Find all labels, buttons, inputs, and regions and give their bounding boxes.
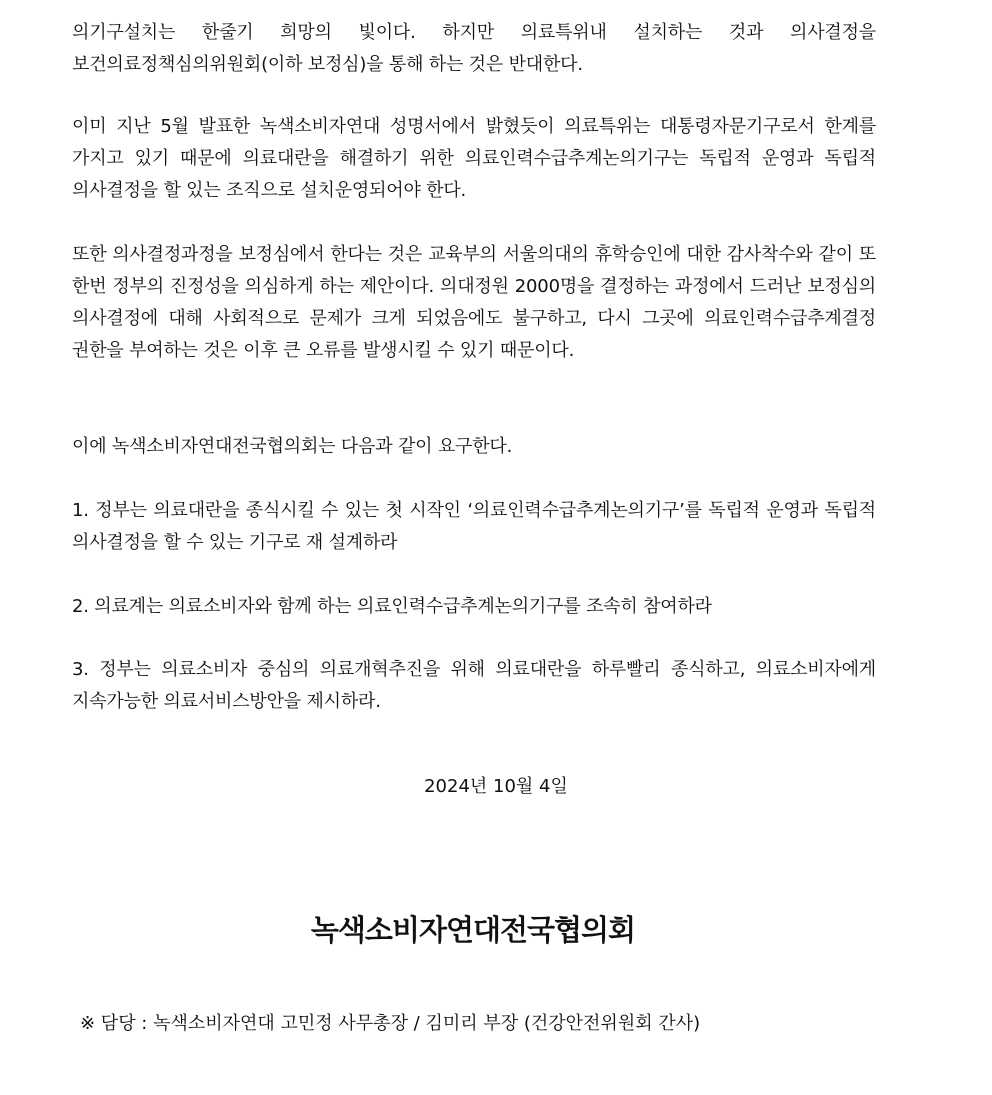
demand-item-3: 3. 정부는 의료소비자 중심의 의료개혁추진을 위해 의료대란을 하루빨리 종식하고, 의료소비자에게 지속가능한 의료서비스방안을 제시하라. bbox=[72, 659, 876, 712]
paragraph-concern: 또한 의사결정과정을 보정심에서 한다는 것은 교육부의 서울의대의 휴학승인에 대한 감사착수와 같이 또 한번 정부의 진정성을 의심하게 하는 제안이다. 의대정원 2000명을 결정하는 과정에서 드러난 보정심의 의사결정에 대해 사회적으로 문제가 크게 되었음에도 불구하고, 다시 그곳에 의료인력수급추계결정 권한을 부여하는 것은 이후 큰 오류를 발생시킬 수 있기 때문이다. bbox=[72, 244, 876, 361]
demand-item-1: 1. 정부는 의료대란을 종식시킬 수 있는 첫 시작인 ‘의료인력수급추계논의기구’를 독립적 운영과 독립적 의사결정을 할 수 있는 기구로 재 설계하라 bbox=[72, 500, 876, 553]
paragraph-demand-intro: 이에 녹색소비자연대전국협의회는 다음과 같이 요구한다. bbox=[72, 436, 513, 457]
contact-info: ※ 담당 : 녹색소비자연대 고민정 사무총장 / 김미리 부장 (건강안전위원회 간사) bbox=[80, 1013, 701, 1034]
paragraph-background: 이미 지난 5월 발표한 녹색소비자연대 성명서에서 밝혔듯이 의료특위는 대통령자문기구로서 한계를 가지고 있기 때문에 의료대란을 해결하기 위한 의료인력수급추계논의기구는 독립적 운영과 독립적 의사결정을 할 있는 조직으로 설치운영되어야 한다. bbox=[72, 116, 876, 201]
statement-date: 2024년 10월 4일 bbox=[424, 776, 568, 797]
organization-signature: 녹색소비자연대전국협의회 bbox=[310, 913, 636, 947]
demand-item-2: 2. 의료계는 의료소비자와 함께 하는 의료인력수급추계논의기구를 조속히 참여하라 bbox=[72, 596, 712, 617]
paragraph-intro: 의기구설치는 한줄기 희망의 빛이다. 하지만 의료특위내 설치하는 것과 의사결정을 보건의료정책심의위원회(이하 보정심)을 통해 하는 것은 반대한다. bbox=[72, 22, 876, 75]
